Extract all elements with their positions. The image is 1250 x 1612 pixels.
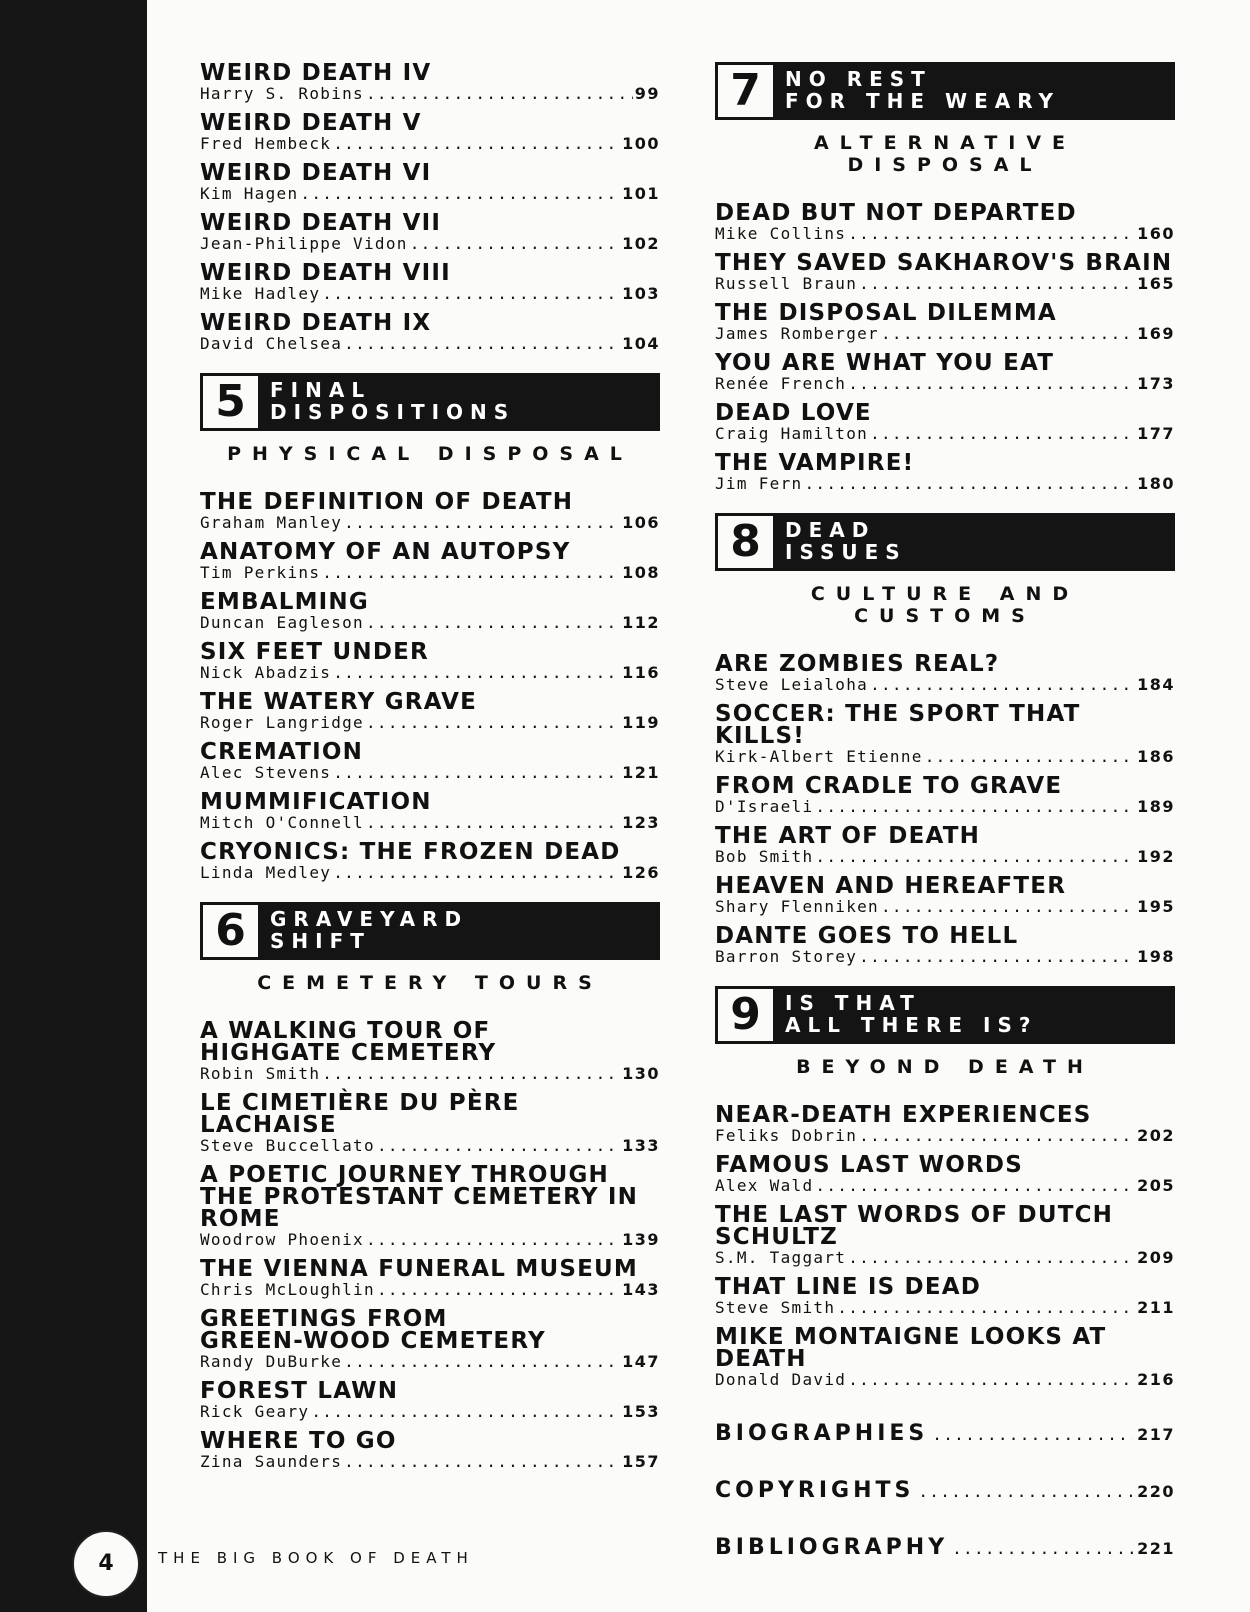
entry-author: Jim Fern xyxy=(715,474,803,493)
entry-title: DEAD LOVE xyxy=(715,400,872,426)
entry-page-number: 130 xyxy=(622,1064,660,1083)
entry-author: Shary Flenniken xyxy=(715,897,879,916)
toc-entry xyxy=(715,302,1175,343)
entry-author: Mike Collins xyxy=(715,224,847,243)
dot-leader xyxy=(870,424,1135,443)
entry-author: Russell Braun xyxy=(715,274,858,293)
entry-author-line xyxy=(715,1248,1175,1267)
entry-author-line xyxy=(200,1280,660,1299)
entry-title: NEAR-DEATH EXPERIENCES xyxy=(715,1102,1092,1128)
dot-leader xyxy=(848,374,1135,393)
dot-leader xyxy=(848,1370,1135,1389)
entry-page-number: 169 xyxy=(1137,324,1175,343)
entry-author: Alex Wald xyxy=(715,1176,814,1195)
toc-entry xyxy=(715,202,1175,243)
dot-leader xyxy=(870,675,1135,694)
chapter-subtitle: BEYOND DEATH xyxy=(796,1056,1094,1078)
entry-title: DANTE GOES TO HELL xyxy=(715,923,1019,949)
dot-leader xyxy=(859,947,1135,966)
entry-title: A POETIC JOURNEY THROUGH THE PROTESTANT CEMETERY IN ROME xyxy=(200,1162,639,1232)
toc-entry xyxy=(715,1276,1175,1317)
dot-leader xyxy=(952,1539,1133,1558)
entry-author-line xyxy=(200,563,660,582)
back-matter-list xyxy=(715,1421,1175,1560)
chapter-number: 6 xyxy=(203,905,258,957)
toc-entry xyxy=(715,703,1175,766)
entry-author: Barron Storey xyxy=(715,947,858,966)
entry-title: A WALKING TOUR OF HIGHGATE CEMETERY xyxy=(200,1018,497,1066)
dot-leader xyxy=(366,613,620,632)
entry-page-number: 198 xyxy=(1137,947,1175,966)
entry-title: ARE ZOMBIES REAL? xyxy=(715,651,1000,677)
entry-author: Zina Saunders xyxy=(200,1452,343,1471)
entry-author-line xyxy=(715,747,1175,766)
entry-page-number: 99 xyxy=(634,84,660,103)
entry-author-line xyxy=(715,897,1175,916)
chapter-subtitle: PHYSICAL DISPOSAL xyxy=(227,443,633,465)
dot-leader xyxy=(344,513,620,532)
entry-author-line xyxy=(715,797,1175,816)
entry-page-number: 184 xyxy=(1137,675,1175,694)
toc-entry xyxy=(200,1020,660,1083)
entry-title: THEY SAVED SAKHAROV'S BRAIN xyxy=(715,250,1173,276)
entry-author: Feliks Dobrin xyxy=(715,1126,858,1145)
entry-title: CRYONICS: THE FROZEN DEAD xyxy=(200,839,621,865)
entry-author: Alec Stevens xyxy=(200,763,332,782)
chapter-title: GRAVEYARD SHIFT xyxy=(270,907,469,953)
chapter-7-section xyxy=(715,62,1175,493)
entry-author-line xyxy=(200,713,660,732)
entry-title: LE CIMETIÈRE DU PÈRE LACHAISE xyxy=(200,1090,520,1138)
entry-page-number: 209 xyxy=(1137,1248,1175,1267)
chapter-subtitle: ALTERNATIVE DISPOSAL xyxy=(813,132,1077,176)
entry-author: S.M. Taggart xyxy=(715,1248,847,1267)
dot-leader xyxy=(804,474,1135,493)
entry-title: EMBALMING xyxy=(200,589,369,615)
dot-leader xyxy=(848,1248,1135,1267)
entry-author-line xyxy=(715,675,1175,694)
back-matter-title: BIOGRAPHIES xyxy=(715,1421,929,1446)
dot-leader xyxy=(344,1352,620,1371)
chapter-banner xyxy=(715,513,1175,571)
dot-leader xyxy=(815,847,1135,866)
entry-author-line xyxy=(715,324,1175,343)
toc-entry xyxy=(715,653,1175,694)
entry-author: James Romberger xyxy=(715,324,879,343)
page-spine xyxy=(0,0,147,1612)
entry-author: Duncan Eagleson xyxy=(200,613,364,632)
dot-leader xyxy=(366,1230,620,1249)
entry-title: WHERE TO GO xyxy=(200,1428,397,1454)
toc-entry xyxy=(715,402,1175,443)
entry-title: MUMMIFICATION xyxy=(200,789,432,815)
dot-leader xyxy=(344,1452,620,1471)
entry-page-number: 180 xyxy=(1137,474,1175,493)
dot-leader xyxy=(848,224,1135,243)
back-matter-page-number: 221 xyxy=(1137,1539,1175,1558)
entry-author: Steve Smith xyxy=(715,1298,836,1317)
entry-title: GREETINGS FROM GREEN-WOOD CEMETERY xyxy=(200,1306,546,1354)
chapter-6-section xyxy=(200,902,660,1471)
entry-author-line xyxy=(200,763,660,782)
entry-author-line xyxy=(715,224,1175,243)
chapter-banner xyxy=(715,62,1175,120)
toc-column-left xyxy=(200,62,660,1480)
entry-author-line xyxy=(200,284,660,303)
entry-author: Linda Medley xyxy=(200,863,332,882)
chapter-number: 7 xyxy=(718,65,773,117)
entry-author-line xyxy=(200,334,660,353)
entry-author: Woodrow Phoenix xyxy=(200,1230,364,1249)
entry-author: David Chelsea xyxy=(200,334,343,353)
running-title: THE BIG BOOK OF DEATH xyxy=(158,1549,474,1567)
toc-entry xyxy=(200,312,660,353)
entry-title: WEIRD DEATH VII xyxy=(200,210,442,236)
chapter-number: 8 xyxy=(718,516,773,568)
dot-leader xyxy=(333,763,620,782)
entry-author-line xyxy=(200,513,660,532)
entry-title: THE VAMPIRE! xyxy=(715,450,915,476)
entry-author-line xyxy=(200,1452,660,1471)
toc-entry xyxy=(200,491,660,532)
entry-title: THE LAST WORDS OF DUTCH SCHULTZ xyxy=(715,1202,1114,1250)
chapter-title: NO REST FOR THE WEARY xyxy=(785,67,1061,113)
entry-author: Kirk-Albert Etienne xyxy=(715,747,923,766)
entry-page-number: 165 xyxy=(1137,274,1175,293)
entry-author-line xyxy=(200,1402,660,1421)
entry-title: THE ART OF DEATH xyxy=(715,823,981,849)
entry-page-number: 102 xyxy=(622,234,660,253)
entry-title: FAMOUS LAST WORDS xyxy=(715,1152,1023,1178)
chapter-banner xyxy=(715,986,1175,1044)
entry-page-number: 173 xyxy=(1137,374,1175,393)
toc-entry xyxy=(200,1092,660,1155)
toc-entry xyxy=(200,591,660,632)
entry-title: FROM CRADLE TO GRAVE xyxy=(715,773,1063,799)
toc-entry xyxy=(200,1430,660,1471)
chapter-subtitle: CULTURE AND CUSTOMS xyxy=(810,583,1080,627)
entry-page-number: 133 xyxy=(622,1136,660,1155)
entry-author: Graham Manley xyxy=(200,513,343,532)
entry-author: Robin Smith xyxy=(200,1064,321,1083)
entry-title: WEIRD DEATH IX xyxy=(200,310,432,336)
entry-author-line xyxy=(715,1126,1175,1145)
chapter-title: FINAL DISPOSITIONS xyxy=(270,378,516,424)
entry-page-number: 143 xyxy=(622,1280,660,1299)
entry-page-number: 123 xyxy=(622,813,660,832)
chapter-title: IS THAT ALL THERE IS? xyxy=(785,991,1038,1037)
entry-author: Rick Geary xyxy=(200,1402,310,1421)
entry-author: Bob Smith xyxy=(715,847,814,866)
entry-page-number: 211 xyxy=(1137,1298,1175,1317)
entry-title: ANATOMY OF AN AUTOPSY xyxy=(200,539,571,565)
entry-title: THE WATERY GRAVE xyxy=(200,689,478,715)
entry-title: WEIRD DEATH IV xyxy=(200,60,432,86)
entry-author-line xyxy=(715,474,1175,493)
toc-entry xyxy=(715,825,1175,866)
back-matter-title: BIBLIOGRAPHY xyxy=(715,1535,949,1560)
entry-list xyxy=(200,1020,660,1471)
chapter-number: 9 xyxy=(718,989,773,1041)
toc-entry xyxy=(200,791,660,832)
entry-title: SIX FEET UNDER xyxy=(200,639,429,665)
dot-leader xyxy=(333,663,620,682)
entry-author-line xyxy=(200,663,660,682)
dot-leader xyxy=(918,1482,1133,1501)
entry-page-number: 147 xyxy=(622,1352,660,1371)
dot-leader xyxy=(925,747,1135,766)
entry-title: WEIRD DEATH VIII xyxy=(200,260,451,286)
entry-author-line xyxy=(200,1230,660,1249)
entry-author-line xyxy=(200,1136,660,1155)
dot-leader xyxy=(881,897,1135,916)
toc-entry xyxy=(200,112,660,153)
entry-author-line xyxy=(200,1352,660,1371)
entry-list-weird-death xyxy=(200,62,660,353)
entry-title: HEAVEN AND HEREAFTER xyxy=(715,873,1067,899)
entry-author: Tim Perkins xyxy=(200,563,321,582)
entry-page-number: 192 xyxy=(1137,847,1175,866)
back-matter-page-number: 220 xyxy=(1137,1482,1175,1501)
dot-leader xyxy=(377,1280,620,1299)
entry-title: THE VIENNA FUNERAL MUSEUM xyxy=(200,1256,638,1282)
toc-entry xyxy=(715,1104,1175,1145)
dot-leader xyxy=(815,1176,1135,1195)
entry-list xyxy=(715,1104,1175,1389)
entry-page-number: 202 xyxy=(1137,1126,1175,1145)
toc-entry xyxy=(200,62,660,103)
entry-author: Fred Hembeck xyxy=(200,134,332,153)
entry-author-line xyxy=(715,947,1175,966)
chapter-banner xyxy=(200,373,660,431)
chapter-title: DEAD ISSUES xyxy=(785,518,907,564)
entry-list xyxy=(715,653,1175,966)
chapter-number: 5 xyxy=(203,376,258,428)
toc-entry xyxy=(200,741,660,782)
entry-page-number: 177 xyxy=(1137,424,1175,443)
entry-page-number: 216 xyxy=(1137,1370,1175,1389)
toc-entry xyxy=(715,1204,1175,1267)
entry-author-line xyxy=(200,84,660,103)
entry-page-number: 103 xyxy=(622,284,660,303)
dot-leader xyxy=(932,1425,1133,1444)
entry-title: THE DISPOSAL DILEMMA xyxy=(715,300,1057,326)
entry-author: D'Israeli xyxy=(715,797,814,816)
entry-title: YOU ARE WHAT YOU EAT xyxy=(715,350,1055,376)
entry-title: DEAD BUT NOT DEPARTED xyxy=(715,200,1077,226)
toc-entry xyxy=(715,775,1175,816)
entry-author: Steve Buccellato xyxy=(200,1136,375,1155)
entry-page-number: 126 xyxy=(622,863,660,882)
entry-author-line xyxy=(715,274,1175,293)
entry-author-line xyxy=(715,1176,1175,1195)
entry-author: Mike Hadley xyxy=(200,284,321,303)
toc-entry xyxy=(715,925,1175,966)
entry-page-number: 153 xyxy=(622,1402,660,1421)
entry-page-number: 119 xyxy=(622,713,660,732)
entry-page-number: 205 xyxy=(1137,1176,1175,1195)
entry-author: Mitch O'Connell xyxy=(200,813,364,832)
entry-title: WEIRD DEATH V xyxy=(200,110,422,136)
entry-author: Donald David xyxy=(715,1370,847,1389)
entry-page-number: 121 xyxy=(622,763,660,782)
entry-author-line xyxy=(200,613,660,632)
dot-leader xyxy=(311,1402,620,1421)
chapter-banner xyxy=(200,902,660,960)
toc-entry xyxy=(200,262,660,303)
entry-page-number: 160 xyxy=(1137,224,1175,243)
entry-author: Renée French xyxy=(715,374,847,393)
dot-leader xyxy=(366,713,620,732)
entry-title: SOCCER: THE SPORT THAT KILLS! xyxy=(715,701,1081,749)
dot-leader xyxy=(881,324,1135,343)
chapter-subtitle: CEMETERY TOURS xyxy=(257,972,603,994)
entry-title: WEIRD DEATH VI xyxy=(200,160,432,186)
dot-leader xyxy=(366,84,633,103)
entry-page-number: 112 xyxy=(622,613,660,632)
dot-leader xyxy=(859,1126,1135,1145)
toc-entry xyxy=(200,691,660,732)
toc-entry xyxy=(200,641,660,682)
dot-leader xyxy=(333,134,620,153)
entry-author-line xyxy=(715,1370,1175,1389)
entry-page-number: 186 xyxy=(1137,747,1175,766)
dot-leader xyxy=(859,274,1135,293)
entry-author-line xyxy=(200,134,660,153)
entry-page-number: 106 xyxy=(622,513,660,532)
entry-author-line xyxy=(200,1064,660,1083)
entry-title: THAT LINE IS DEAD xyxy=(715,1274,982,1300)
page-number: 4 xyxy=(72,1530,140,1598)
entry-author: Chris McLoughlin xyxy=(200,1280,375,1299)
entry-author: Steve Leialoha xyxy=(715,675,869,694)
dot-leader xyxy=(837,1298,1135,1317)
chapter-9-section xyxy=(715,986,1175,1389)
toc-entry xyxy=(715,452,1175,493)
entry-author-line xyxy=(715,424,1175,443)
entry-page-number: 108 xyxy=(622,563,660,582)
entry-title: FOREST LAWN xyxy=(200,1378,399,1404)
dot-leader xyxy=(344,334,620,353)
dot-leader xyxy=(410,234,620,253)
entry-list xyxy=(715,202,1175,493)
entry-author-line xyxy=(200,813,660,832)
dot-leader xyxy=(815,797,1135,816)
toc-entry xyxy=(715,1326,1175,1389)
entry-author-line xyxy=(200,184,660,203)
toc-entry xyxy=(715,252,1175,293)
back-matter-title: COPYRIGHTS xyxy=(715,1478,915,1503)
toc-entry xyxy=(715,875,1175,916)
toc-entry xyxy=(715,1154,1175,1195)
entry-author: Roger Langridge xyxy=(200,713,364,732)
entry-author-line xyxy=(715,1298,1175,1317)
toc-entry xyxy=(200,212,660,253)
entry-author: Randy DuBurke xyxy=(200,1352,343,1371)
entry-page-number: 101 xyxy=(622,184,660,203)
entry-author-line xyxy=(200,863,660,882)
back-matter-entry xyxy=(715,1478,1175,1503)
back-matter-entry xyxy=(715,1421,1175,1446)
dot-leader xyxy=(333,863,620,882)
back-matter-page-number: 217 xyxy=(1137,1425,1175,1444)
entry-list xyxy=(200,491,660,882)
entry-page-number: 189 xyxy=(1137,797,1175,816)
dot-leader xyxy=(322,563,620,582)
dot-leader xyxy=(377,1136,620,1155)
entry-author: Harry S. Robins xyxy=(200,84,364,103)
dot-leader xyxy=(300,184,620,203)
chapter-8-section xyxy=(715,513,1175,966)
entry-page-number: 157 xyxy=(622,1452,660,1471)
toc-entry xyxy=(200,1380,660,1421)
entry-title: THE DEFINITION OF DEATH xyxy=(200,489,574,515)
entry-page-number: 104 xyxy=(622,334,660,353)
toc-entry xyxy=(200,541,660,582)
toc-entry xyxy=(200,162,660,203)
entry-author: Nick Abadzis xyxy=(200,663,332,682)
dot-leader xyxy=(366,813,620,832)
toc-entry xyxy=(715,352,1175,393)
chapter-5-section xyxy=(200,373,660,882)
toc-entry xyxy=(200,841,660,882)
back-matter-entry xyxy=(715,1535,1175,1560)
toc-entry xyxy=(200,1164,660,1249)
entry-page-number: 116 xyxy=(622,663,660,682)
entry-author: Craig Hamilton xyxy=(715,424,869,443)
entry-page-number: 195 xyxy=(1137,897,1175,916)
entry-author: Kim Hagen xyxy=(200,184,299,203)
entry-author-line xyxy=(200,234,660,253)
entry-author-line xyxy=(715,847,1175,866)
toc-entry xyxy=(200,1308,660,1371)
dot-leader xyxy=(322,1064,620,1083)
entry-author-line xyxy=(715,374,1175,393)
toc-column-right xyxy=(715,62,1175,1560)
dot-leader xyxy=(322,284,620,303)
entry-page-number: 100 xyxy=(622,134,660,153)
entry-title: CREMATION xyxy=(200,739,364,765)
entry-title: MIKE MONTAIGNE LOOKS AT DEATH xyxy=(715,1324,1107,1372)
toc-entry xyxy=(200,1258,660,1299)
entry-author: Jean-Philippe Vidon xyxy=(200,234,408,253)
entry-page-number: 139 xyxy=(622,1230,660,1249)
